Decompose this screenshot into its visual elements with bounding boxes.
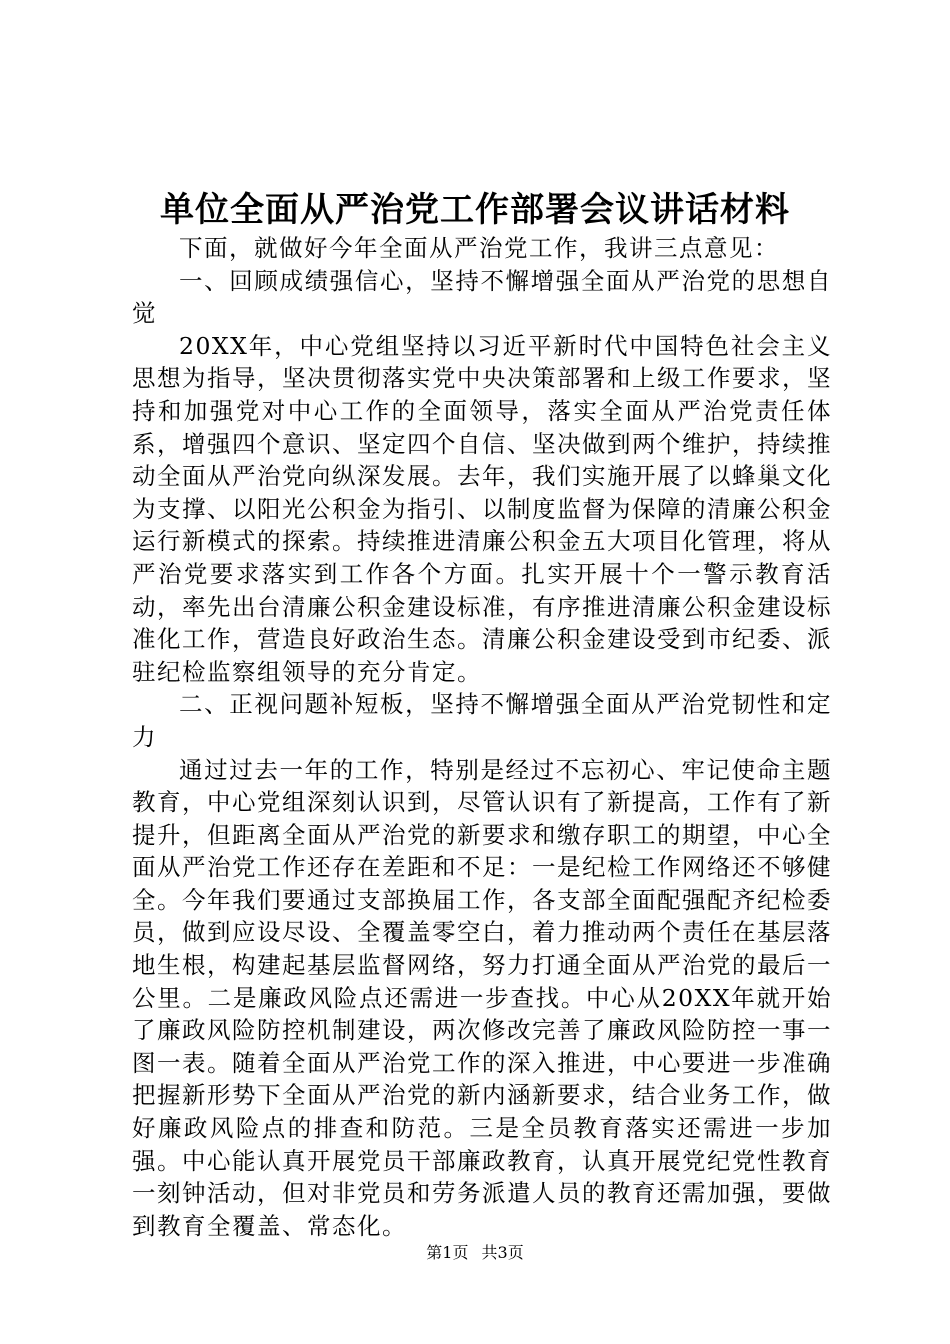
section-heading-1: 一、回顾成绩强信心，坚持不懈增强全面从严治党的思想自觉 [132,266,832,328]
section-heading-2: 二、正视问题补短板，坚持不懈增强全面从严治党韧性和定力 [132,690,832,751]
document-body [132,232,832,1242]
page-total: 共3页 [481,1243,524,1262]
document-title: 单位全面从严治党工作部署会议讲话材料 [160,190,790,230]
body-paragraph-1: 20XX年，中心党组坚持以习近平新时代中国特色社会主义思想为指导，坚决贯彻落实党中央决策部署和上级工作要求，坚持和加强党对中心工作的全面领导，落实全面从严治党责任体系，增强四个意识、坚定四个自信、坚决做到两个维护，持续推动全面从严治党向纵深发展。去年，我们实施开展了以蜂巢文化为支撑、以阳光公积金为指引、以制度监督为保障的清廉公积金运行新模式的探索。持续推进清廉公积金五大项目化管理，将从严治党要求落实到工作各个方面。扎实开展十个一警示教育活动，率先出台清廉公积金建设标准，有序推进清廉公积金建设标准化工作，营造良好政治生态。清廉公积金建设受到市纪委、派驻纪检监察组领导的充分肯定。 [132,331,832,686]
body-paragraph-2: 通过过去一年的工作，特别是经过不忘初心、牢记使命主题教育，中心党组深刻认识到，尽管认识有了新提高，工作有了新提升，但距离全面从严治党的新要求和缴存职工的期望，中心全面从严治党工作还存在差距和不足：一是纪检工作网络还不够健全。今年我们要通过支部换届工作，各支部全面配强配齐纪检委员，做到应设尽设、全覆盖零空白，着力推动两个责任在基层落地生根，构建起基层监督网络，努力打通全面从严治党的最后一公里。二是廉政风险点还需进一步查找。中心从20XX年就开始了廉政风险防控机制建设，两次修改完善了廉政风险防控一事一图一表。随着全面从严治党工作的深入推进，中心要进一步准确把握新形势下全面从严治党的新内涵新要求，结合业务工作，做好廉政风险点的排查和防范。三是全员教育落实还需进一步加强。中心能认真开展党员干部廉政教育，认真开展党纪党性教育一刻钟活动，但对非党员和劳务派遣人员的教育还需加强，要做到教育全覆盖、常态化。 [132,755,832,1240]
intro-paragraph: 下面，就做好今年全面从严治党工作，我讲三点意见： [179,234,779,262]
page-number: 第1页 [426,1243,469,1262]
page-footer [0,1242,950,1264]
